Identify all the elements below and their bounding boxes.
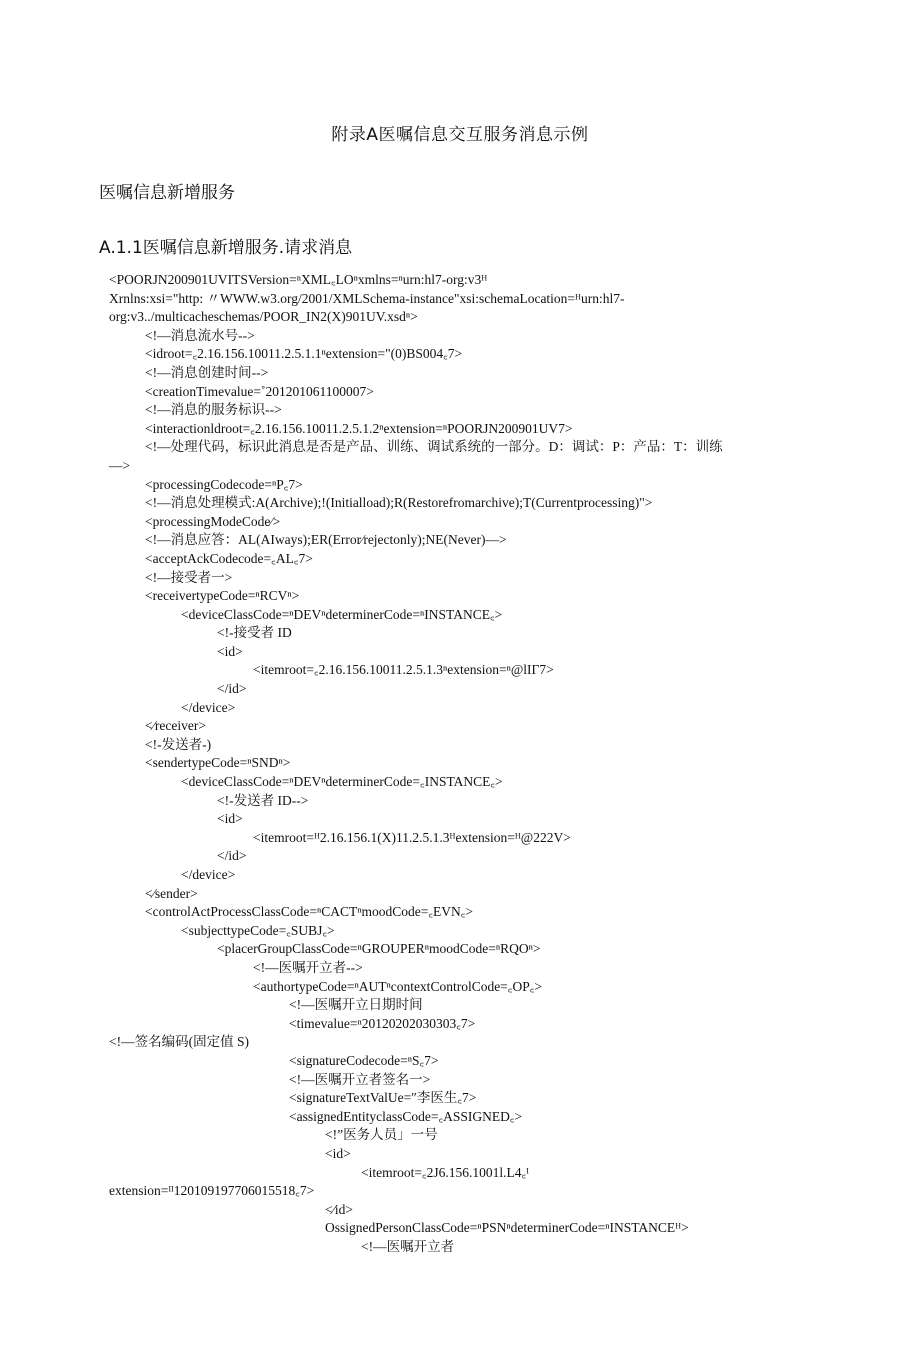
code-line: <receivertypeCode=ⁿRCVⁿ> <box>145 588 300 604</box>
code-line: extension=ᴵᴵ120109197706015518꜀7> <box>109 1183 315 1199</box>
code-line: <id> <box>217 811 243 827</box>
code-line: <!—处理代码，标识此消息是否是产品、训练、调试系统的一部分。D：调试：P：产品：T：训练 <box>145 439 723 455</box>
code-line: <!-接受者 ID <box>217 625 292 641</box>
code-line: <acceptAckCodecode=꜀AL꜀7> <box>145 550 313 566</box>
code-line: <!—消息处理模式:A(Archive);!(Initialload);R(Restorefromarchive);T(Currentprocessing)"> <box>145 495 653 511</box>
code-line: <processingModeCode⁄> <box>145 513 281 529</box>
code-line: <id> <box>217 643 243 659</box>
code-line: <!—医嘱开立日期时间 <box>289 997 423 1013</box>
code-line: <placerGroupClassCode=ⁿGROUPERⁿmoodCode=ⁿRQOⁿ> <box>217 941 541 957</box>
code-line: org:v3../multicacheschemas/POOR_IN2(X)901UV.xsdⁿ> <box>109 309 418 325</box>
code-line: <!—接受者一> <box>145 569 233 585</box>
code-line: <controlActProcessClassCode=ⁿCACTⁿmoodCode=꜀EVN꜀> <box>145 904 474 920</box>
code-line: </device> <box>181 867 236 882</box>
code-line: <deviceClassCode=ⁿDEVⁿdeterminerCode=ⁿINSTANCE꜀> <box>181 606 503 622</box>
code-line: <!—医嘱开立者--> <box>253 959 363 975</box>
code-line: <sendertypeCode=ⁿSNDⁿ> <box>145 755 291 771</box>
code-line: <!-发送者-) <box>145 736 212 752</box>
code-line: <interactionldroot=꜀2.16.156.10011.2.5.1.2ⁿextension=ⁿPOORJN200901UV7> <box>145 420 573 436</box>
subsection-heading: A.1.1医嘱信息新增服务.请求消息 <box>99 238 353 258</box>
code-line: <!—消息的服务标识--> <box>145 402 282 418</box>
code-line: </id> <box>217 848 247 864</box>
code-line: <!—消息流水号--> <box>145 327 255 343</box>
xml-code-block <box>109 271 774 1256</box>
code-line: <deviceClassCode=ⁿDEVⁿdeterminerCode=꜀INSTANCE꜀> <box>181 774 503 790</box>
code-line: <!”医务人员」一号 <box>325 1127 438 1143</box>
code-line: <itemroot=ᴴ2.16.156.1(X)11.2.5.1.3ᴴextension=ᴴ@222V> <box>253 829 571 845</box>
code-line: <!—医嘱开立者签名一> <box>289 1071 431 1087</box>
code-line: <creationTimevalue=˚201201061100007> <box>145 383 374 399</box>
code-line: <!—消息创建时间--> <box>145 364 269 380</box>
code-line: <!-发送者 ID--> <box>217 792 309 808</box>
code-line: <itemroot=꜀2J6.156.1001l.L4꜀ᴵ <box>361 1164 529 1180</box>
code-line: <id> <box>325 1145 351 1161</box>
code-line: <timevalue=ⁿ20120202030303꜀7> <box>289 1015 476 1031</box>
code-line: <itemroot=꜀2.16.156.10011.2.5.1.3ⁿextension=ⁿ@lIΓ7> <box>253 662 554 678</box>
section-heading: 医嘱信息新增服务 <box>99 183 235 203</box>
page-title: 附录A医嘱信息交互服务消息示例 <box>331 125 589 145</box>
code-line: <⁄id> <box>325 1201 353 1217</box>
code-line: <signatureTextValUe=″李医生꜀7> <box>289 1090 477 1106</box>
code-line: <POORJN200901UVITSVersion=ⁿXML꜀LOⁿxmlns=ⁿurn:hl7-org:v3ᴴ <box>109 272 488 287</box>
code-line: Xrnlns:xsi="http: 〃WWW.w3.org/2001/XMLSchema-instance"xsi:schemaLocation=ᴴurn:hl7- <box>109 290 625 306</box>
code-line: </device> <box>181 699 236 715</box>
code-line: <⁄receiver> <box>145 718 206 734</box>
code-line: <authortypeCode=ⁿAUTⁿcontextControlCode=꜀OP꜀> <box>253 978 543 994</box>
code-line: <!—消息应答：AL(AIways);ER(Error⁄rejectonly);NE(Never)—> <box>145 532 507 548</box>
code-line: <idroot=꜀2.16.156.10011.2.5.1.1ⁿextension="(0)BS004꜀7> <box>145 346 463 362</box>
code-line: <!—医嘱开立者 <box>361 1238 455 1254</box>
code-line: <subjecttypeCode=꜀SUBJ꜀> <box>181 922 335 938</box>
code-line: <assignedEntityclassCode=꜀ASSIGNED꜀> <box>289 1108 523 1124</box>
code-line: <!—签名编码(固定值 S) <box>109 1034 249 1050</box>
code-line: <⁄sender> <box>145 885 198 901</box>
code-line: </id> <box>217 681 247 697</box>
code-line: <processingCodecode=ⁿP꜀7> <box>145 476 303 492</box>
code-line: <signatureCodecode=ⁿS꜀7> <box>289 1052 439 1068</box>
code-line: OssignedPersonClassCode=ⁿPSNⁿdeterminerCode=ⁿINSTANCEᴴ> <box>325 1220 689 1236</box>
code-line: —> <box>109 457 131 473</box>
